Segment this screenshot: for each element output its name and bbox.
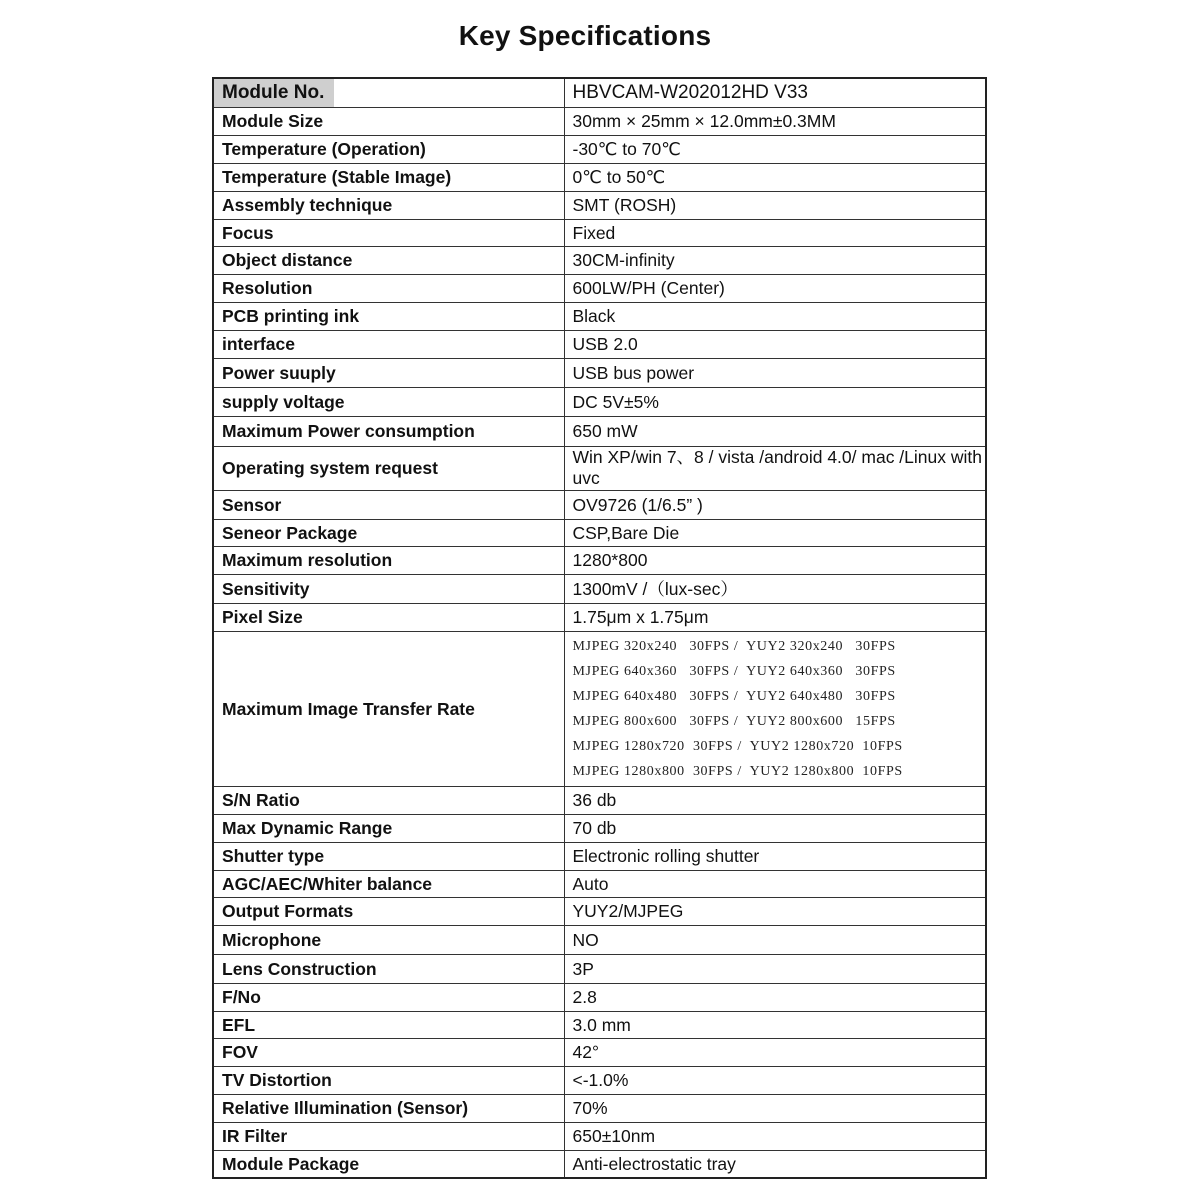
table-row [213,1122,986,1150]
spec-value: NO [564,925,986,954]
spec-value: 30CM-infinity [564,246,986,274]
spec-label: Sensor [213,490,564,519]
spec-label: interface [213,330,564,358]
table-row [213,842,986,870]
spec-label: Maximum Power consumption [213,416,564,446]
spec-label: TV Distortion [213,1066,564,1094]
table-row [213,1094,986,1122]
table-row [213,163,986,191]
spec-value: 650±10nm [564,1122,986,1150]
spec-value: 600LW/PH (Center) [564,274,986,302]
spec-label: S/N Ratio [213,786,564,814]
table-row [213,574,986,603]
spec-label: Pixel Size [213,603,564,631]
spec-label: Module No. [213,78,564,107]
spec-value: 1280*800 [564,546,986,574]
spec-label: Lens Construction [213,954,564,983]
page-title: Key Specifications [458,20,712,51]
spec-value: YUY2/MJPEG [564,897,986,925]
transfer-rate-line: MJPEG 640x360 30FPS / YUY2 640x360 30FPS [572,663,896,679]
spec-value: Electronic rolling shutter [564,842,986,870]
spec-label: Output Formats [213,897,564,925]
spec-table [212,77,987,1179]
spec-label: Power suuply [213,358,564,387]
spec-value: -30℃ to 70℃ [564,135,986,163]
spec-value: USB 2.0 [564,330,986,358]
spec-label: Focus [213,219,564,246]
table-row-transfer-rate [213,631,986,786]
table-row [213,246,986,274]
spec-label: Max Dynamic Range [213,814,564,842]
spec-value: 70% [564,1094,986,1122]
spec-value: 36 db [564,786,986,814]
table-row [213,107,986,135]
table-row [213,814,986,842]
transfer-rate-list [564,631,986,786]
table-row [213,446,986,490]
transfer-rate-line: MJPEG 640x480 30FPS / YUY2 640x480 30FPS [572,688,896,704]
table-row [213,925,986,954]
table-row [213,387,986,416]
table-row [213,897,986,925]
transfer-rate-line: MJPEG 1280x720 30FPS / YUY2 1280x720 10FPS [572,738,903,754]
table-row [213,219,986,246]
table-row [213,603,986,631]
table-row [213,191,986,219]
spec-label: FOV [213,1038,564,1066]
spec-label: PCB printing ink [213,302,564,330]
spec-value: 1300mV /（lux-sec） [564,574,986,603]
spec-value: 1.75μm x 1.75μm [564,603,986,631]
spec-value: 30mm × 25mm × 12.0mm±0.3MM [564,107,986,135]
table-row [213,786,986,814]
spec-label: Object distance [213,246,564,274]
spec-value: USB bus power [564,358,986,387]
spec-value: HBVCAM-W202012HD V33 [564,78,986,107]
table-row [213,983,986,1011]
spec-label: IR Filter [213,1122,564,1150]
table-row [213,519,986,546]
table-row [213,1038,986,1066]
spec-label: Assembly technique [213,191,564,219]
transfer-rate-line: MJPEG 320x240 30FPS / YUY2 320x240 30FPS [572,638,896,654]
spec-value: 70 db [564,814,986,842]
spec-label: Resolution [213,274,564,302]
spec-value: Win XP/win 7、8 / vista /android 4.0/ mac /Linux with uvc [564,446,986,490]
table-row [213,546,986,574]
spec-label: EFL [213,1011,564,1038]
table-row [213,416,986,446]
table-row-module-no [213,78,986,107]
spec-value: 2.8 [564,983,986,1011]
spec-value: 650 mW [564,416,986,446]
spec-label: F/No [213,983,564,1011]
spec-value: Anti-electrostatic tray [564,1150,986,1178]
spec-value: DC 5V±5% [564,387,986,416]
transfer-rate-line: MJPEG 800x600 30FPS / YUY2 800x600 15FPS [572,713,896,729]
spec-value: <-1.0% [564,1066,986,1094]
spec-label: Relative Illumination (Sensor) [213,1094,564,1122]
spec-value: Fixed [564,219,986,246]
table-row [213,135,986,163]
spec-value: OV9726 (1/6.5” ) [564,490,986,519]
table-row [213,1011,986,1038]
table-row [213,954,986,983]
spec-label: Operating system request [213,446,564,490]
spec-value: 3P [564,954,986,983]
spec-value: 0℃ to 50℃ [564,163,986,191]
spec-label: Seneor Package [213,519,564,546]
transfer-rate-line: MJPEG 1280x800 30FPS / YUY2 1280x800 10FPS [572,763,903,779]
spec-label: Microphone [213,925,564,954]
spec-label: supply voltage [213,387,564,416]
spec-value: 42° [564,1038,986,1066]
spec-label: Temperature (Operation) [213,135,564,163]
spec-label: Maximum Image Transfer Rate [213,631,564,786]
table-row [213,1150,986,1178]
table-row [213,358,986,387]
spec-value: CSP,Bare Die [564,519,986,546]
spec-label: Temperature (Stable Image) [213,163,564,191]
table-row [213,490,986,519]
table-row [213,274,986,302]
table-row [213,1066,986,1094]
spec-label: Module Package [213,1150,564,1178]
spec-value: Auto [564,870,986,897]
spec-label: AGC/AEC/Whiter balance [213,870,564,897]
table-row [213,302,986,330]
spec-label: Module Size [213,107,564,135]
spec-value: 3.0 mm [564,1011,986,1038]
table-row [213,330,986,358]
spec-value: Black [564,302,986,330]
spec-value: SMT (ROSH) [564,191,986,219]
spec-label: Shutter type [213,842,564,870]
table-row [213,870,986,897]
spec-label: Maximum resolution [213,546,564,574]
spec-label: Sensitivity [213,574,564,603]
